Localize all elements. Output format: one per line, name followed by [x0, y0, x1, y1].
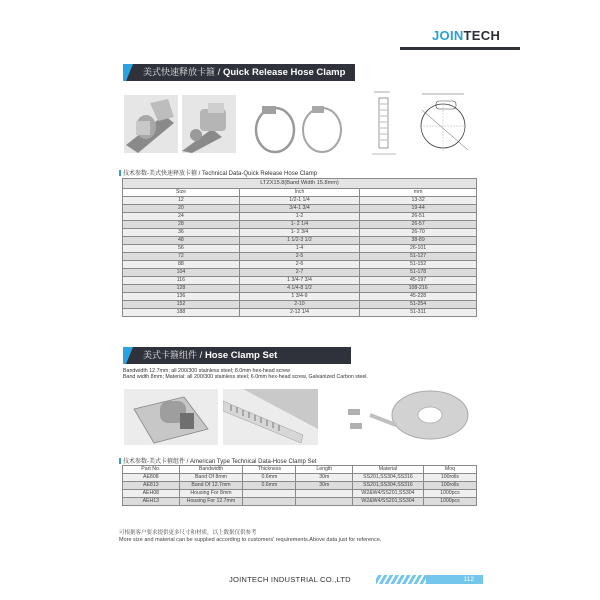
- cell-part-no: AEH13: [123, 498, 180, 506]
- cell-material: SS201,SS304,SS316: [353, 482, 424, 490]
- title-separator: /: [197, 350, 205, 361]
- table-row: [123, 221, 477, 229]
- cell-inch: 1 3/4-7 3/4: [239, 277, 359, 285]
- table2-caption-text: 技术参数-美式卡箍组件 / American Type Technical Data-Hose Clamp Set: [123, 459, 317, 465]
- cell-moq: 100rolls: [423, 474, 476, 482]
- cell-mm: 26-101: [360, 245, 477, 253]
- clamp-closeup-photo-1: [124, 95, 178, 153]
- spec-description-line2: Band width 8mm; Material: all 200/300 stainless steel; 6.0mm hex-head screw, Galvanized Carbon steel.: [123, 374, 368, 380]
- cell-size: 188: [123, 309, 240, 317]
- column-header-size: Size: [123, 189, 240, 197]
- cell-part-no: AE808: [123, 474, 180, 482]
- cell-thickness: [243, 498, 296, 506]
- cell-mm: 13-32: [360, 197, 477, 205]
- cell-bandwidth: Housing For 12.7mm: [179, 498, 243, 506]
- reference-note: [119, 530, 381, 544]
- cell-bandwidth: Housing For 8mm: [179, 490, 243, 498]
- cell-inch: 2-10: [239, 301, 359, 309]
- cell-inch: 1-2: [239, 213, 359, 221]
- cell-thickness: [243, 490, 296, 498]
- cell-size: 56: [123, 245, 240, 253]
- section-quick-release-title: [123, 64, 355, 81]
- note-cn: 可根据客户要求提供更多尺寸和材质，以上数据仅供参考: [119, 530, 257, 536]
- cell-inch: 1 1/2-3 1/2: [239, 237, 359, 245]
- band-closeup-photo: [223, 389, 318, 445]
- table-row: [123, 285, 477, 293]
- table2-caption: [119, 456, 317, 465]
- table-row: [123, 197, 477, 205]
- cell-inch: 2-6: [239, 261, 359, 269]
- cell-length: [296, 490, 353, 498]
- cell-moq: 1000pcs: [423, 498, 476, 506]
- cell-inch: 1/2-1 1/4: [239, 197, 359, 205]
- cell-bandwidth: Band Of 12.7mm: [179, 482, 243, 490]
- cell-material: SS201,SS304,SS316: [353, 474, 424, 482]
- table-row: [123, 482, 477, 490]
- section-title-en: Hose Clamp Set: [204, 350, 278, 361]
- table-row: [123, 237, 477, 245]
- table1-caption: [119, 168, 317, 177]
- cell-size: 36: [123, 229, 240, 237]
- spec-description-line1: Bandwidth 12.7mm; all 200/300 stainless steel; 8.0mm hex-head screw: [123, 368, 290, 374]
- cell-size: 152: [123, 301, 240, 309]
- cell-mm: 51-178: [360, 269, 477, 277]
- caption-marker: [119, 458, 121, 464]
- cell-mm: 45-228: [360, 293, 477, 301]
- cell-inch: 4 1/4-8 1/2: [239, 285, 359, 293]
- cell-part-no: AE813: [123, 482, 180, 490]
- caption-marker: [119, 170, 121, 176]
- brand-part1: JOIN: [432, 28, 464, 43]
- cell-inch: 2-7: [239, 269, 359, 277]
- cell-inch: 3/4-1 3/4: [239, 205, 359, 213]
- brand-part2: TECH: [463, 28, 501, 43]
- table-row: [123, 269, 477, 277]
- column-header-material: Material: [353, 466, 424, 474]
- cell-thickness: 0.6mm: [243, 474, 296, 482]
- cell-mm: 51-254: [360, 301, 477, 309]
- section-title-cn: 美式卡箍组件: [143, 350, 198, 360]
- footer-stripes: [376, 575, 426, 584]
- table-row: [123, 498, 477, 506]
- cell-size: 128: [123, 285, 240, 293]
- table-row: [123, 253, 477, 261]
- cell-size: 72: [123, 253, 240, 261]
- table-row: [123, 293, 477, 301]
- hose-clamp-photo-2: [300, 100, 344, 154]
- table-row: [123, 301, 477, 309]
- table1-caption-text: 技术参数-美式快速释放卡箍 / Technical Data-Quick Release Hose Clamp: [123, 171, 318, 177]
- cell-size: 136: [123, 293, 240, 301]
- cell-size: 24: [123, 213, 240, 221]
- accent-stripe: [123, 64, 133, 81]
- table-row: [123, 229, 477, 237]
- column-header-inch: Inch: [239, 189, 359, 197]
- cell-mm: 26-70: [360, 229, 477, 237]
- cell-mm: 26-57: [360, 221, 477, 229]
- cell-length: 30m: [296, 474, 353, 482]
- cell-size: 88: [123, 261, 240, 269]
- column-header-mm: mm: [360, 189, 477, 197]
- cell-length: 30m: [296, 482, 353, 490]
- cell-moq: 100rolls: [423, 482, 476, 490]
- cell-mm: 51-152: [360, 261, 477, 269]
- quick-release-spec-table: [122, 178, 477, 317]
- cell-inch: 1-4: [239, 245, 359, 253]
- cell-mm: 45-197: [360, 277, 477, 285]
- column-header-thickness: Thickness: [243, 466, 296, 474]
- cell-mm: 26-51: [360, 213, 477, 221]
- header-divider: [400, 47, 520, 50]
- footer-page-bar: [376, 575, 483, 584]
- cell-material: W2&W4/SS201,SS304: [353, 490, 424, 498]
- table-row: [123, 261, 477, 269]
- table-title: LTZX15.8(Band Width 15.8mm): [123, 179, 477, 189]
- table-row: [123, 490, 477, 498]
- cell-size: 28: [123, 221, 240, 229]
- footer-company-name: JOINTECH INDUSTRIAL CO.,LTD: [229, 575, 351, 584]
- table-row: [123, 474, 477, 482]
- table-row: [123, 213, 477, 221]
- cell-inch: 2-5: [239, 253, 359, 261]
- cell-length: [296, 498, 353, 506]
- accent-stripe: [123, 347, 133, 364]
- cell-inch: 1 3/4-9: [239, 293, 359, 301]
- cell-size: 116: [123, 277, 240, 285]
- table-row: [123, 277, 477, 285]
- section-title-cn: 美式快速释放卡箍: [143, 67, 216, 77]
- band-roll-photo: [340, 389, 480, 445]
- cell-mm: 38-89: [360, 237, 477, 245]
- clamp-side-drawing: [370, 88, 398, 158]
- column-header-bandwidth: Bandwidth: [179, 466, 243, 474]
- table-row: [123, 309, 477, 317]
- clamp-closeup-photo-2: [182, 95, 236, 153]
- clamp-front-drawing: [410, 88, 480, 158]
- cell-size: 20: [123, 205, 240, 213]
- section-title-en: Quick Release Hose Clamp: [222, 67, 346, 78]
- column-header-moq: Moq: [423, 466, 476, 474]
- cell-mm: 19-44: [360, 205, 477, 213]
- cell-inch: 1- 2 3/4: [239, 229, 359, 237]
- cell-moq: 1000pcs: [423, 490, 476, 498]
- table-row: [123, 245, 477, 253]
- cell-material: W2&W4/SS201,SS304: [353, 498, 424, 506]
- note-en: More size and material can be supplied according to customers' requirements.Above data just for reference.: [119, 537, 382, 543]
- cell-inch: 2-12 1/4: [239, 309, 359, 317]
- table-row: [123, 205, 477, 213]
- cell-mm: 51-127: [360, 253, 477, 261]
- cell-mm: 51-311: [360, 309, 477, 317]
- cell-part-no: AEH08: [123, 490, 180, 498]
- cell-size: 48: [123, 237, 240, 245]
- cell-bandwidth: Band Of 8mm: [179, 474, 243, 482]
- hose-clamp-set-spec-table: [122, 465, 477, 506]
- cell-thickness: 0.6mm: [243, 482, 296, 490]
- cell-mm: 108-216: [360, 285, 477, 293]
- title-separator: /: [215, 67, 223, 78]
- column-header-part-no: Part No.: [123, 466, 180, 474]
- column-header-length: Length: [296, 466, 353, 474]
- hose-clamp-photo-1: [252, 100, 298, 154]
- cell-size: 104: [123, 269, 240, 277]
- section-hose-clamp-set-title: [123, 347, 351, 364]
- cell-inch: 1- 2 1/4: [239, 221, 359, 229]
- clamp-housing-photo: [124, 389, 218, 445]
- brand-logo: [432, 28, 500, 43]
- page-number: 112: [463, 576, 474, 583]
- cell-size: 12: [123, 197, 240, 205]
